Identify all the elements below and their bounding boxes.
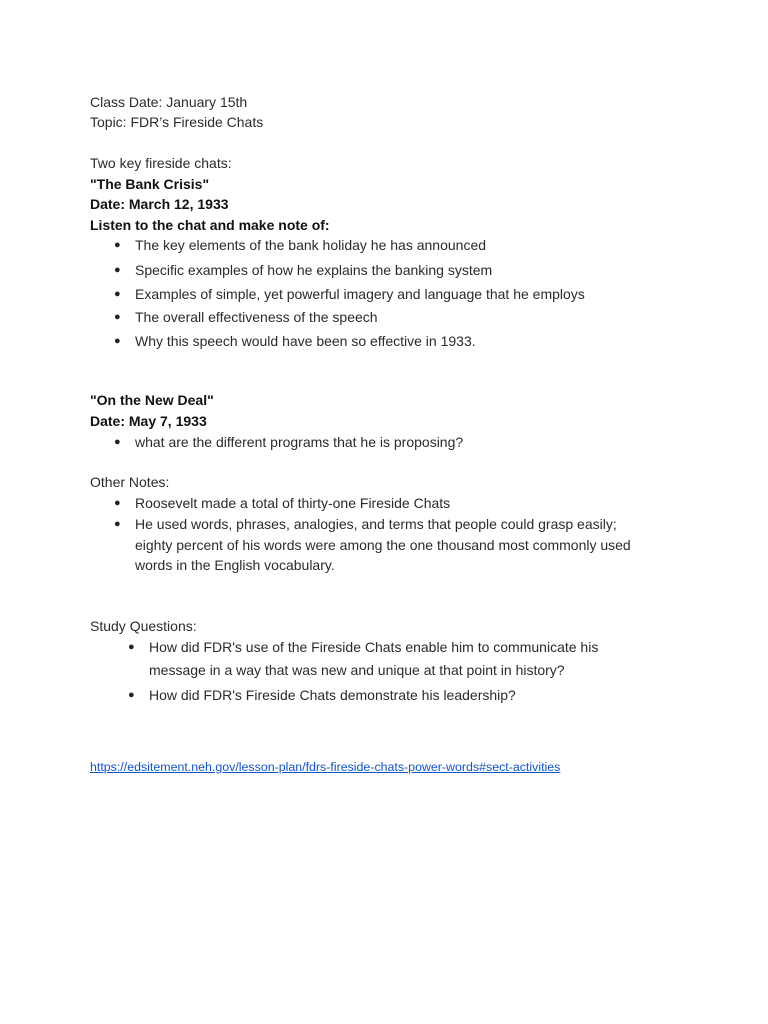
list-item	[114, 514, 617, 534]
list-item	[114, 284, 585, 304]
bullet-icon: ●	[114, 311, 121, 323]
bullet-icon: ●	[114, 288, 121, 300]
list-item-text: what are the different programs that he is proposing?	[135, 434, 464, 450]
chat1-prompt: Listen to the chat and make note of:	[90, 217, 330, 233]
list-item-text: Roosevelt made a total of thirty-one Fireside Chats	[135, 495, 451, 511]
intro-text: Two key fireside chats:	[90, 155, 232, 171]
list-item-text: How did FDR's use of the Fireside Chats enable him to communicate his	[149, 639, 599, 655]
chat1-title: "The Bank Crisis"	[90, 176, 210, 192]
bullet-icon: ●	[114, 436, 121, 448]
list-item	[128, 685, 516, 705]
chat2-title: "On the New Deal"	[90, 392, 214, 408]
source-link[interactable]: https://edsitement.neh.gov/lesson-plan/fdrs-fireside-chats-power-words#sect-activities	[90, 760, 561, 774]
list-item-continuation: words in the English vocabulary.	[135, 557, 335, 573]
list-item	[128, 637, 599, 657]
list-item	[114, 493, 451, 513]
class-date: Class Date: January 15th	[90, 94, 248, 110]
topic: Topic: FDR’s Fireside Chats	[90, 114, 264, 130]
list-item-text: The key elements of the bank holiday he has announced	[135, 237, 487, 253]
bullet-icon: ●	[114, 264, 121, 276]
list-item-text: He used words, phrases, analogies, and terms that people could grasp easily;	[135, 516, 617, 532]
list-item-continuation: eighty percent of his words were among the one thousand most commonly used	[135, 537, 631, 553]
list-item-text: The overall effectiveness of the speech	[135, 309, 378, 325]
bullet-icon: ●	[114, 518, 121, 530]
list-item-continuation: message in a way that was new and unique at that point in history?	[149, 662, 565, 678]
list-item	[114, 260, 493, 280]
bullet-icon: ●	[114, 239, 121, 251]
study-questions-heading: Study Questions:	[90, 618, 197, 634]
list-item-text: How did FDR's Fireside Chats demonstrate his leadership?	[149, 687, 516, 703]
other-notes-heading: Other Notes:	[90, 474, 170, 490]
bullet-icon: ●	[114, 335, 121, 347]
list-item	[114, 432, 464, 452]
list-item	[114, 331, 476, 351]
list-item-text: Specific examples of how he explains the banking system	[135, 262, 493, 278]
list-item	[114, 235, 487, 255]
bullet-icon: ●	[128, 689, 135, 701]
list-item-text: Why this speech would have been so effective in 1933.	[135, 333, 476, 349]
bullet-icon: ●	[114, 497, 121, 509]
chat1-date: Date: March 12, 1933	[90, 196, 229, 212]
list-item	[114, 307, 378, 327]
bullet-icon: ●	[128, 641, 135, 653]
chat2-date: Date: May 7, 1933	[90, 413, 207, 429]
list-item-text: Examples of simple, yet powerful imagery and language that he employs	[135, 286, 585, 302]
